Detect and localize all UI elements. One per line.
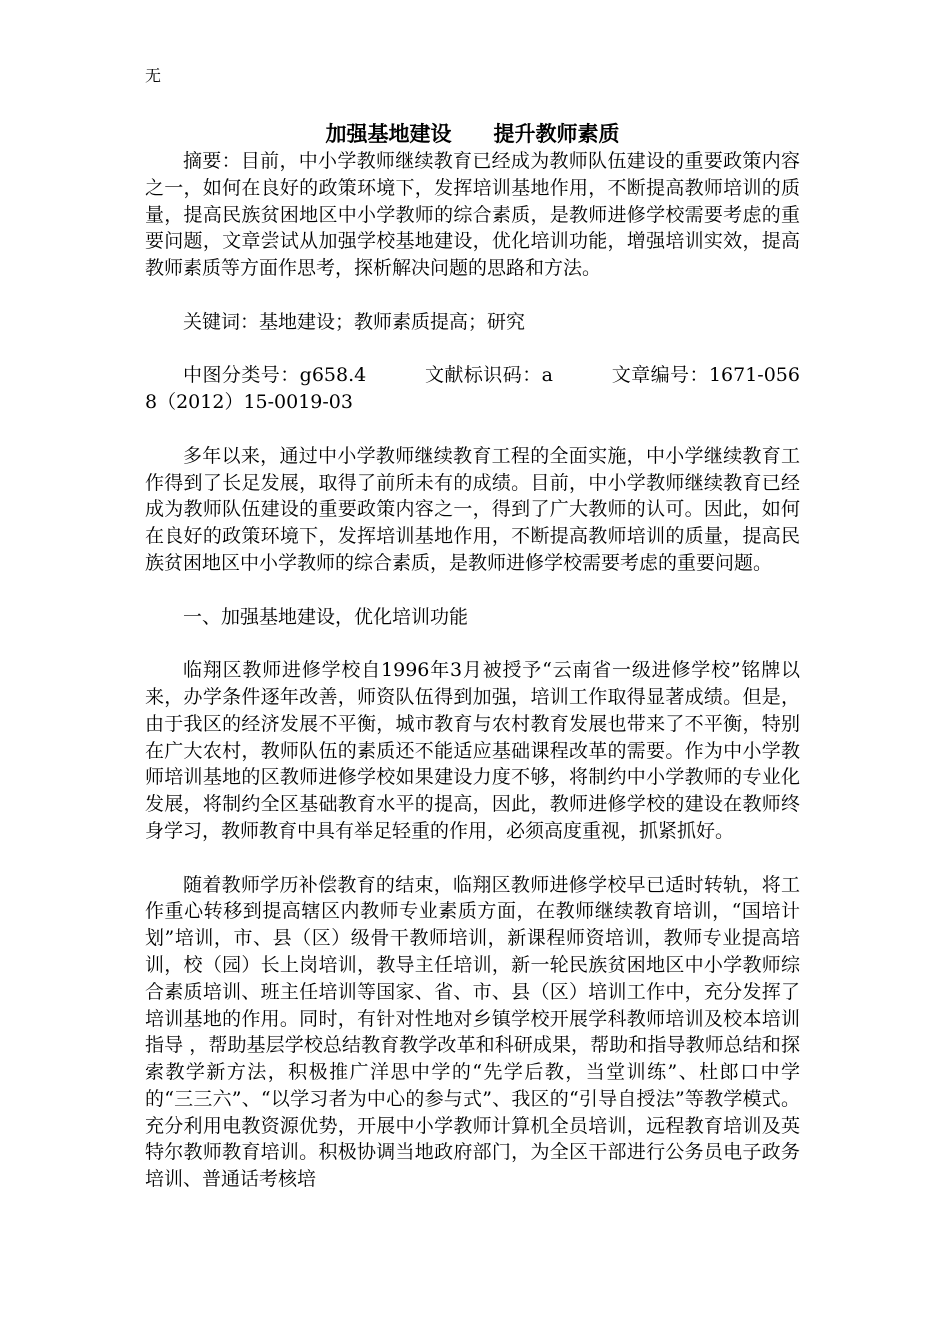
header-mark: 无 xyxy=(145,66,162,85)
body-paragraph: 多年以来，通过中小学教师继续教育工程的全面实施，中小学继续教育工作得到了长足发展，取得了前所未有的成绩。目前，中小学教师继续教育已经成为教师队伍建设的重要政策内容之一，得到了广大教师的认可。因此，如何在良好的政策环境下，发挥培训基地作用，不断提高教师培训的质量，提高民族贫困地区中小学教师的综合素质，是教师进修学校需要考虑的重要问题。 xyxy=(145,444,800,574)
body-paragraph: 临翔区教师进修学校自1996年3月被授予“云南省一级进修学校”铭牌以来，办学条件逐年改善，师资队伍得到加强，培训工作取得显著成绩。但是，由于我区的经济发展不平衡，城市教育与农村教育发展也带来了不平衡，特别在广大农村，教师队伍的素质还不能适应基础课程改革的需要。作为中小学教师培训基地的区教师进修学校如果建设力度不够，将制约中小学教师的专业化发展，将制约全区基础教育水平的提高，因此，教师进修学校的建设在教师终身学习，教师教育中具有举足轻重的作用，必须高度重视，抓紧抓好。 xyxy=(145,659,800,842)
keywords-line: 关键词：基地建设；教师素质提高；研究 xyxy=(183,310,526,333)
article-body xyxy=(145,120,800,1193)
abstract-paragraph: 摘要：目前，中小学教师继续教育已经成为教师队伍建设的重要政策内容之一，如何在良好的政策环境下，发挥培训基地作用，不断提高教师培训的质量，提高民族贫困地区中小学教师的综合素质，是教师进修学校需要考虑的重要问题，文章尝试从加强学校基地建设，优化培训功能，增强培训实效，提高教师素质等方面作思考，探析解决问题的思路和方法。 xyxy=(145,150,800,280)
classification-line: 中图分类号：g658.4 文献标识码：a 文章编号：1671-0568（2012）15-0019-03 xyxy=(145,364,800,414)
body-paragraph: 随着教师学历补偿教育的结束，临翔区教师进修学校早已适时转轨，将工作重心转移到提高辖区内教师专业素质方面，在教师继续教育培训，“国培计划”培训，市、县（区）级骨干教师培训，新课程师资培训，教师专业提高培训，校（园）长上岗培训，教导主任培训，新一轮民族贫困地区中小学教师综合素质培训、班主任培训等国家、省、市、县（区）培训工作中，充分发挥了培训基地的作用。同时，有针对性地对乡镇学校开展学科教师培训及校本培训指导 ，帮助基层学校总结教育教学改革和科研成果，帮助和指导教师总结和探索教学新方法，积极推广洋思中学的“先学后教，当堂训练”、杜郎口中学的“三三六”、“以学习者为中心的参与式”、我区的“引导自授法”等教学模式。充分利用电教资源优势，开展中小学教师计算机全员培训，远程教育培训及英特尔教师教育培训。积极协调当地政府部门，为全区干部进行公务员电子政务培训、普通话考核培 xyxy=(145,873,800,1191)
article-title: 加强基地建设 提升教师素质 xyxy=(325,121,620,146)
section-heading: 一、加强基地建设，优化培训功能 xyxy=(183,605,469,628)
